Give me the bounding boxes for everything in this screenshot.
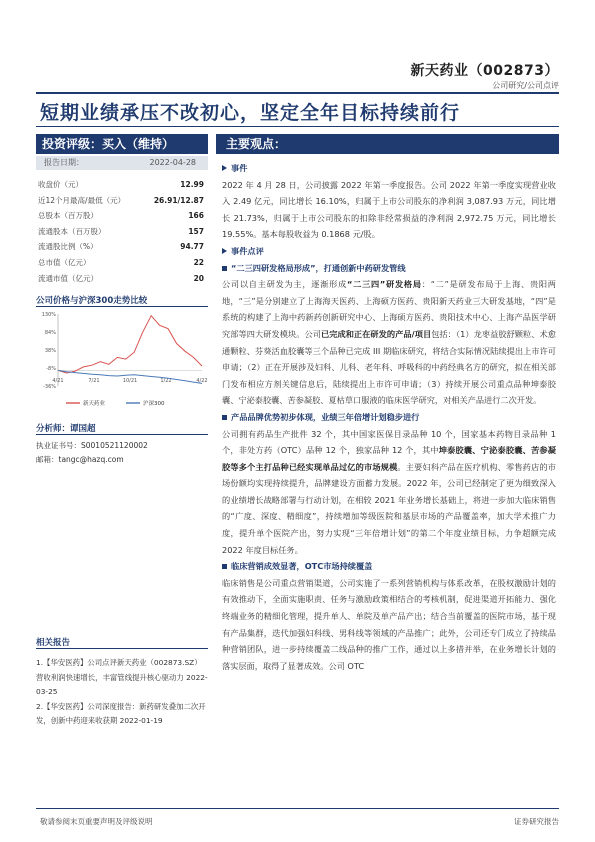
x-tick-label: 4/22: [196, 378, 208, 384]
triangle-bullet-icon: [222, 165, 227, 171]
footer-report-type: 证券研究报告: [514, 817, 559, 826]
analyst-email-label: 邮箱：: [36, 455, 59, 464]
square-bullet-icon: [222, 564, 227, 569]
x-tick-label: 7/21: [88, 378, 100, 384]
text-run: 公司拥有药品生产批件 32 个，其中国家医保目录品种 10 个，国家基本药物目录品种 1 个，非处方药（OTC）品种 12 个，独家品种 12 个，其中: [222, 428, 556, 456]
stat-value: 94.77: [180, 242, 204, 252]
analyst-divider: [36, 434, 208, 435]
stat-row: [36, 255, 208, 271]
bold-run: 坤泰胶囊、宁泌泰胶囊、苦参凝胶等多个主打品种已经实现单品过亿的市场规模: [222, 445, 556, 472]
subheading-text: 产品品牌优势初步体现，业绩三年倍增计划稳步进行: [231, 411, 420, 422]
header-divider: [36, 92, 559, 94]
x-tick-label: 10/21: [122, 378, 138, 384]
triangle-bullet-icon: [222, 248, 227, 254]
stat-key: 近12个月最高/最低（元）: [38, 195, 126, 205]
x-tick-label: 4/21: [52, 378, 64, 384]
stats-table: [36, 177, 208, 286]
rd-paragraph: [222, 276, 556, 409]
section-label: 事件点评: [231, 245, 264, 256]
page-title: 短期业绩承压不改初心，坚定全年目标持续前行: [40, 102, 461, 124]
related-divider: [36, 648, 208, 649]
stat-key: 总市值（亿元）: [38, 257, 91, 267]
text-run: 包括：（1）龙枣益胶舒颗粒、术愈通颗粒、芬葵活血胶囊等三个品种已完成 III 期临床研究，将结合实际情况陆续提出上市许可申请；（2）正在开展涉及妇科、儿科、老年科、呼吸科的中药经典名方的研究，拟在相关部门发布相应方剂关键信息后，陆续提出上市许可申请；（3）持续开展公司重点品种坤泰胶囊、宁泌泰胶囊、苦参凝胶、夏枯草口服液的临床医学研究，对相关产品进行二次开发。: [222, 328, 556, 406]
stat-row: [36, 208, 208, 224]
analyst-name: 分析师：谭国超: [36, 424, 96, 434]
brand-paragraph: [222, 426, 556, 559]
y-tick-label: 84%: [44, 330, 56, 336]
related-reports-list: [36, 656, 208, 729]
chart-title: 公司价格与沪深300走势比较: [36, 296, 148, 306]
stat-key: 流通市值（亿元）: [38, 273, 98, 283]
main-views-banner: 主要观点：: [216, 134, 559, 154]
stat-row: [36, 239, 208, 255]
report-date-row: [36, 156, 208, 170]
section-comment: [222, 243, 556, 260]
related-reports-title: 相关报告: [36, 638, 71, 648]
legend-label: 沪深300: [143, 401, 165, 407]
y-tick-label: 38%: [44, 348, 56, 354]
stat-value: 157: [188, 226, 204, 236]
related-report-item[interactable]: 1.【华安医药】公司点评新天药业（002873.SZ）营收利润快速增长，丰富管线提升核心驱动力 2022-03-25: [36, 658, 208, 696]
y-tick-label: 130%: [41, 312, 56, 318]
analyst-cert: 执业证书号：S0010521120002: [36, 441, 148, 450]
company-name: 新天药业（002873）: [410, 63, 559, 79]
stat-row: [36, 271, 208, 287]
x-tick-label: 1/22: [160, 378, 172, 384]
section-event: [222, 160, 556, 177]
stat-value: 166: [188, 211, 204, 221]
stat-row: [36, 224, 208, 240]
square-bullet-icon: [222, 266, 227, 271]
bold-run: “二三四”研发格局: [347, 279, 422, 290]
stat-value: 22: [193, 257, 204, 267]
stat-key: 总股本（百万股）: [38, 211, 98, 221]
report-category: 公司研究/公司点评: [492, 81, 559, 90]
subheading-brand: [222, 409, 556, 426]
footer-disclaimer: 敬请参阅末页重要声明及评级说明: [40, 817, 153, 826]
legend-label: 新天药业: [83, 401, 106, 407]
series-line-0: [58, 316, 202, 373]
analyst-email-row: [36, 454, 124, 465]
related-report-item[interactable]: 2.【华安医药】公司深度报告：新药研发叠加二次开发，创新中药迎来收获期 2022-01-19: [36, 701, 206, 725]
event-paragraph: 2022 年 4 月 28 日，公司披露 2022 年第一季度报告。公司 2022 年第一季度实现营业收入 2.49 亿元，同比增长 16.10%，归属于上市公司股东的净利润 3,087.93 万元，同比增长 21.73%，归属于上市公司股东的扣除非经常损益的净利润 2,972.75 万元，同比增长 19.55%。基本每股收益为 0.1868 元/股。: [222, 179, 556, 240]
section-label: 事件: [231, 163, 248, 173]
marketing-paragraph: 临床销售是公司重点营销渠道，公司实施了一系列营销机构与体系改革，在股权激励计划的有效推动下，全面实施职责、任务与激励政策相结合的考核机制，促进渠道开拓能力、强化终端业务的精细化管理，提升单人、单院及单产品产出；结合当前覆盖的医院市场，基于现有产品集群，迭代加强妇科线、男科线等领域的产品推广；此外，公司还专门成立了持续品种营销团队，进一步持续覆盖二线品种的推广工作，通过以上多措并举，在业务增长计划的落实层面，取得了显著成效。公司 OTC: [222, 577, 556, 671]
chart-divider: [36, 306, 208, 307]
text-run: 。主要妇科产品在医疗机构、零售药店的市场份额均实现持续提升，品牌建设方面蓄力发展。2022 年，公司已经制定了更为细致深入的业绩增长战略部署与行动计划，在相较 2021 年业务增长基础上，将进一步加大临床销售的“广度、深度、精细度”，持续增加等级医院和基层市场的产品覆盖率，加大学术推广力度，提升单个医院产出，努力实现“三年倍增计划”的第二个年度业绩目标，力争超额完成 2022 年度目标任务。: [222, 461, 556, 555]
stat-value: 20: [193, 273, 204, 283]
text-run: ：“二”是研发布局于上海、贵阳两地，“三”是分别建立了上海海天医药、上海硕方医药、贵阳新天药业三大研发基地，“四”是系统的构建了上海中药新药创新研究中心、上海硕方医药、贵阳技术中心、上海产品医学研究部等四大研发模块。公司: [222, 279, 556, 339]
square-bullet-icon: [222, 415, 227, 420]
footer-divider: [36, 808, 559, 809]
analyst-email-link[interactable]: tangc@hazq.com: [58, 455, 124, 464]
stat-key: 收盘价（元）: [38, 180, 83, 189]
price-comparison-chart: [36, 310, 208, 414]
stat-row: [36, 193, 208, 209]
subheading-rd: [222, 260, 556, 277]
bold-run: 已完成和正在研发的产品/项目: [320, 328, 432, 339]
stat-row: [36, 177, 208, 193]
stat-key: 流通股本（百万股）: [38, 226, 106, 236]
subheading-text: “二三四研发格局形成”，打通创新中药研发管线: [231, 262, 406, 273]
title-divider: [36, 126, 559, 127]
y-tick-label: -36%: [43, 384, 56, 390]
text-run: 公司以自主研发为主，逐渐形成: [222, 279, 348, 290]
subheading-text: 临床营销成效显著，OTC市场持续覆盖: [231, 561, 373, 572]
report-date-value: 2022-04-28: [149, 158, 196, 167]
stat-value: 26.91/12.87: [153, 195, 204, 205]
stat-key: 流通股比例（%）: [38, 242, 98, 252]
rating-banner: 投资评级：买入（维持）: [36, 134, 208, 154]
main-content: [222, 160, 556, 674]
stat-value: 12.99: [180, 180, 204, 189]
subheading-marketing: [222, 558, 556, 575]
report-date-label: 报告日期：: [44, 158, 84, 167]
y-tick-label: -8%: [46, 366, 56, 372]
